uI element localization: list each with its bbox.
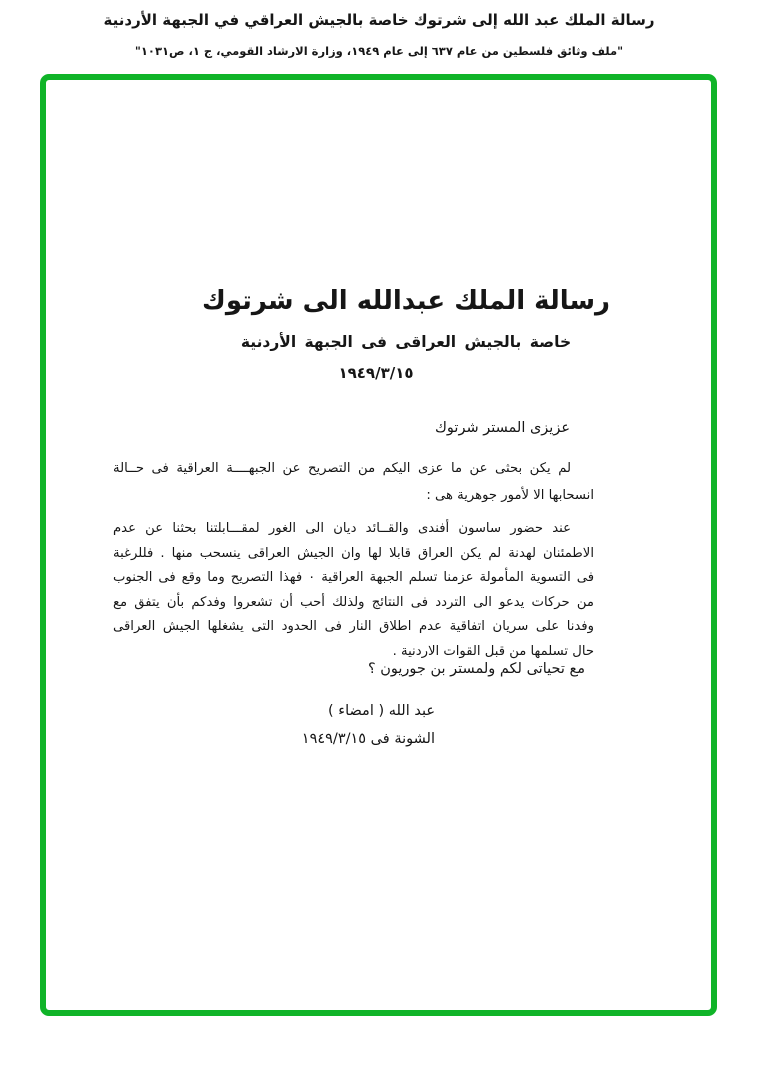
paragraph-line: عند حضور ساسون أفندى والقــائد ديان الى الغور لمقـــابلتنا بحثنا عن عدم bbox=[113, 521, 571, 536]
paragraph-line: فى التسوية المأمولة عزمنا تسلم الجبهة العراقية ٠ فهذا التصريح وما وقع فى الجنوب bbox=[113, 570, 595, 586]
letter-title: رسالة الملك عبدالله الى شرتوك bbox=[201, 286, 611, 316]
letter-salutation: عزيزى المستر شرتوك bbox=[434, 420, 570, 436]
signature-name: عبد الله ( امضاء ) bbox=[327, 703, 435, 719]
letter-date: ١٩٤٩/٣/١٥ bbox=[338, 364, 414, 382]
paragraph-line: من حركات يدعو الى التردد فى النتائج ولذلك أحب أن تشعروا وفدكم بأن يتفق مع bbox=[113, 594, 594, 610]
signature-block bbox=[302, 697, 435, 753]
paragraph-line: انسحابها الا لأمور جوهرية هى : bbox=[426, 488, 594, 503]
document-caption-source: "ملف وثائق فلسطين من عام ٦٣٧ إلى عام ١٩٤٩، وزارة الارشاد القومي، ج ١، ص١٠٣١" bbox=[134, 44, 624, 58]
signature-place-date: الشونة فى ١٩٤٩/٣/١٥ bbox=[301, 731, 435, 747]
letter-subtitle: خاصة بالجيش العراقى فى الجبهة الأردنية bbox=[240, 333, 572, 351]
paragraph-line: لم يكن بحثى عن ما عزى اليكم من التصريح عن الجبهــــة العراقية فى حــالة bbox=[113, 461, 571, 476]
letter-paragraph-1 bbox=[113, 457, 594, 511]
letter-closing: مع تحياتى لكم ولمستر بن جوريون ؟ bbox=[367, 661, 585, 677]
paragraph-line: وفدنا على سريان اتفاقية عدم اطلاق النار فى الحدود التى يشغلها الجيش العراقى bbox=[113, 619, 594, 635]
letter-paragraph-2 bbox=[113, 518, 594, 666]
paragraph-line: الاطمئنان لهدنة لم يكن العراق قابلا لها وان الجيش العراقى ينسحب منها . فللرغبة bbox=[113, 545, 594, 561]
paragraph-line: حال تسلمها من قبل القوات الاردنية . bbox=[392, 643, 594, 659]
document-caption-title: رسالة الملك عبد الله إلى شرتوك خاصة بالجيش العراقي في الجبهة الأردنية bbox=[103, 11, 655, 29]
